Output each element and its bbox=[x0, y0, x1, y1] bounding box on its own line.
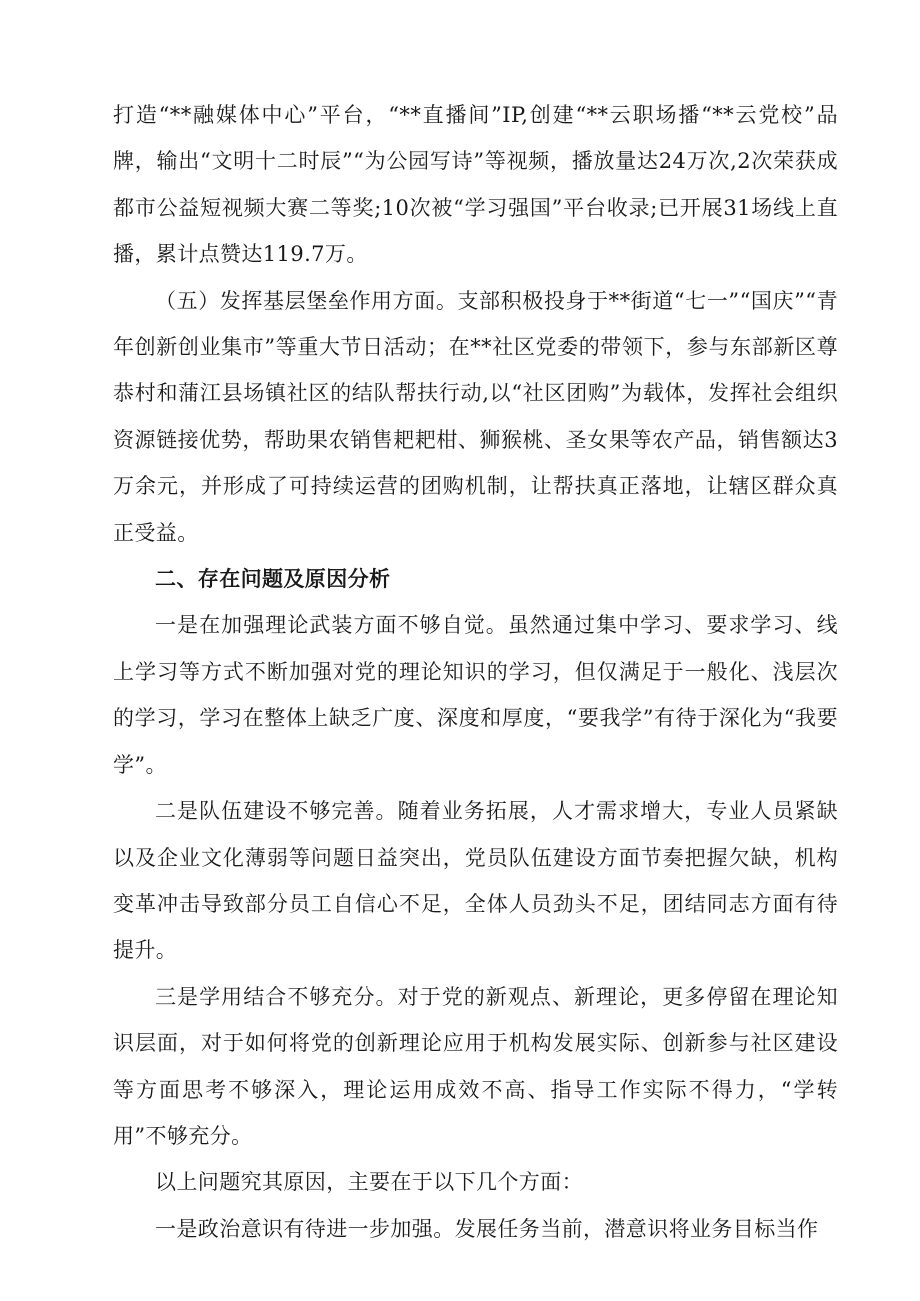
paragraph-problem-theory: 一是在加强理论武装方面不够自觉。虽然通过集中学习、要求学习、线上学习等方式不断加强对党的理论知识的学习，但仅满足于一般化、浅层次的学习，学习在整体上缺乏广度、深度和厚度，“要我学”有待于深化为“我要学”。 bbox=[113, 613, 838, 777]
paragraph-grassroots-fortress: （五）发挥基层堡垒作用方面。支部积极投身于**街道“七一”“国庆”“青年创新创业集市”等重大节日活动；在**社区党委的带领下，参与东部新区尊恭村和蒲江县场镇社区的结队帮扶行动,以“社区团购”为载体，发挥社会组织资源链接优势，帮助果农销售耙耙柑、狮猴桃、圣女果等农产品，销售额达3万余元，并形成了可持续运营的团购机制，让帮扶真正落地，让辖区群众真正受益。 bbox=[113, 288, 838, 545]
paragraph-media-achievements: 打造“**融媒体中心”平台，“**直播间”IP,创建“**云职场播“**云党校”品牌，输出“文明十二时辰”“为公园写诗”等视频，播放量达24万次,2次荣获成都市公益短视频大赛二等奖;10次被“学习强国”平台收录;已开展31场线上直播，累计点赞达119.7万。 bbox=[113, 103, 838, 267]
paragraph-problem-team: 二是队伍建设不够完善。随着业务拓展，人才需求增大，专业人员紧缺以及企业文化薄弱等问题日益突出，党员队伍建设方面节奏把握欠缺，机构变革冲击导致部分员工自信心不足，全体人员劲头不足，团结同志方面有待提升。 bbox=[113, 799, 838, 963]
paragraph-problem-application: 三是学用结合不够充分。对于党的新观点、新理论，更多停留在理论知识层面，对于如何将党的创新理论应用于机构发展实际、创新参与社区建设等方面思考不够深入，理论运用成效不高、指导工作实际不得力，“学转用”不够充分。 bbox=[113, 984, 838, 1148]
document-body bbox=[113, 92, 838, 1252]
paragraph-cause-intro: 以上问题究其原因，主要在于以下几个方面： bbox=[155, 1170, 583, 1195]
paragraph-cause-political: 一是政治意识有待进一步加强。发展任务当前，潜意识将业务目标当作 bbox=[155, 1216, 819, 1241]
section-heading-problems-analysis: 二、存在问题及原因分析 bbox=[155, 567, 391, 592]
